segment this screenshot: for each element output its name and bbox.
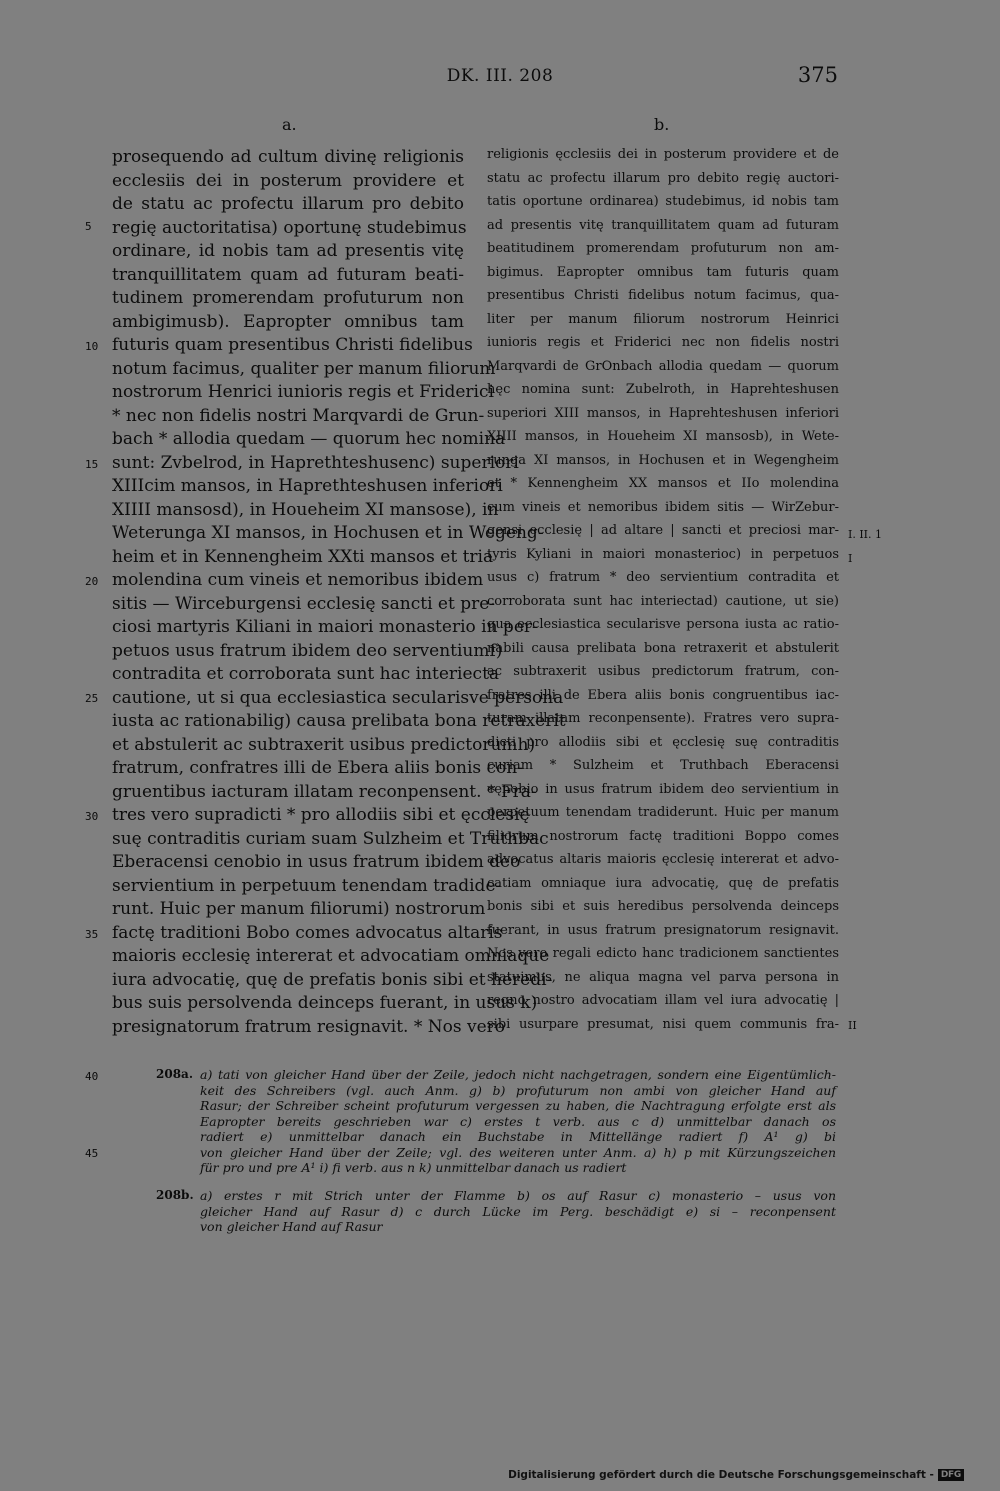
line-number-25: 25 xyxy=(85,692,99,705)
column-a-line: sitis — Wirceburgensi ecclesię sancti et pre- xyxy=(112,593,496,614)
column-b-line: catiam omniaque iura advocatię, quę de prefatis xyxy=(487,875,839,891)
column-b-line: usus c) fratrum * deo servientium contradita et xyxy=(487,570,839,585)
column-b-line: statuimus, ne aliqua magna vel parva persona in xyxy=(487,969,839,985)
column-a-line: petuos usus fratrum ibidem deo serventiumf) xyxy=(112,640,503,661)
margin-note-3: II xyxy=(848,1019,857,1032)
footnote-a-tag: 208a. xyxy=(156,1067,194,1081)
column-b-line: fuerant, in usus fratrum presignatorum resignavit. xyxy=(487,922,839,938)
column-b-line: Marqvardi de GrOnbach allodia quedam — quorum xyxy=(487,358,839,374)
column-a-line: bus suis persolvenda deinceps fuerant, in usus k) xyxy=(112,993,538,1013)
footnote-a-line: von gleicher Hand über der Zeile; vgl. des weiteren unter Anm. a) h) p mit Kürzungszeichen xyxy=(200,1144,836,1160)
column-a-line: tranquillitatem quam ad futuram beati- xyxy=(112,264,464,285)
column-b-line: beatitudinem promerendam profuturum non am- xyxy=(487,241,839,256)
column-a-line: presignatorum fratrum resignavit. * Nos vero xyxy=(112,1016,506,1037)
column-b-line: curiam * Sulzheim et Truthbach Eberacensi xyxy=(487,758,839,773)
column-a-line: de statu ac profectu illarum pro debito xyxy=(112,194,464,214)
column-b-line: superiori XIII mansos, in Haprehteshusen inferiori xyxy=(487,405,839,421)
column-b-line: gensi ecclesię | ad altare | sancti et preciosi mar- xyxy=(487,523,839,538)
column-b-line: presentibus Christi fidelibus notum facimus, qua- xyxy=(487,288,839,303)
column-b-line: bonis sibi et suis heredibus persolvenda deinceps xyxy=(487,899,839,914)
column-a-line: Eberacensi cenobio in usus fratrum ibidem deo xyxy=(112,852,521,872)
column-b-label: b. xyxy=(654,115,670,134)
footnote-a-line: Eapropter bereits geschrieben war c) erstes t verb. aus c d) unmittelbar danach os xyxy=(200,1113,836,1129)
column-a-line: futuris quam presentibus Christi fidelibus xyxy=(112,335,473,355)
column-a-line: iusta ac rationabilig) causa prelibata bona retraxerit xyxy=(112,711,566,731)
column-a-line: contradita et corroborata sunt hac interiecta xyxy=(112,664,500,684)
column-b-line: dicti pro allodiis sibi et ęcclesię suę contraditis xyxy=(487,734,839,750)
page-header-title: DK. III. 208 xyxy=(446,66,554,86)
column-a-line: ordinare, id nobis tam ad presentis vitę xyxy=(112,241,464,261)
column-a-line: * nec non fidelis nostri Marqvardi de Grun- xyxy=(112,405,485,426)
column-a-line: ciosi martyris Kiliani in maiori monasterio in per- xyxy=(112,617,538,637)
column-b-line: religionis ęcclesiis dei in posterum providere et de xyxy=(487,147,839,162)
column-a-line: XIIIcim mansos, in Haprethteshusen inferiori xyxy=(112,476,503,496)
column-a-line: et abstulerit ac subtraxerit usibus predictorumh) xyxy=(112,734,536,755)
footnote-b-tag: 208b. xyxy=(156,1188,194,1202)
footnote-a-line: Rasur; der Schreiber scheint profuturum vergessen zu haben, die Nachtragung erfolgte erst als xyxy=(200,1098,836,1113)
column-b-line: corroborata sunt hac interiectad) cautione, ut sie) xyxy=(487,593,839,609)
column-a-line: iura advocatię, quę de prefatis bonis sibi et heredi- xyxy=(112,969,553,990)
column-b-line: perpetuum tenendam tradiderunt. Huic per manum xyxy=(487,805,839,820)
column-b-line: cum vineis et nemoribus ibidem sitis — WirZebur- xyxy=(487,499,839,515)
column-a-line: nostrorum Henrici iunioris regis et Friderici xyxy=(112,382,494,402)
column-b-line: sibi usurpare presumat, nisi quem communis fra- xyxy=(487,1016,839,1032)
column-a-line: ecclesiis dei in posterum providere et xyxy=(112,170,464,191)
column-b-line: nabili causa prelibata bona retraxerit et abstulerit xyxy=(487,640,839,656)
column-a-line: molendina cum vineis et nemoribus ibidem xyxy=(112,570,484,590)
column-b-line: tatis oportune ordinarea) studebimus, id nobis tam xyxy=(487,194,839,209)
column-b-line: hęc nomina sunt: Zubelroth, in Haprehteshusen xyxy=(487,382,839,397)
column-b-line: filiorum nostrorum factę traditioni Boppo comes xyxy=(487,828,839,844)
column-a-line: gruentibus iacturam illatam reconpensent. * Fra- xyxy=(112,781,537,802)
column-a-line: notum facimus, qualiter per manum filiorum xyxy=(112,358,496,379)
column-b-line: liter per manum filiorum nostrorum Heinrici xyxy=(487,311,839,327)
column-a-line: XIIII mansosd), in Houeheim XI mansose), in xyxy=(112,499,499,520)
column-a-line: maioris ecclesię intererat et advocatiam omniaque xyxy=(112,946,550,966)
page-number: 375 xyxy=(797,63,838,87)
footer-text: Digitalisierung gefördert durch die Deutsche Forschungsgemeinschaft - xyxy=(508,1469,934,1481)
footnote-line-number-40: 40 xyxy=(85,1070,99,1083)
footnote-line-number-45: 45 xyxy=(85,1147,99,1160)
column-b-line: turam illatam reconpensente). Fratres vero supra- xyxy=(487,711,839,726)
footnote-a-line: keit des Schreibers (vgl. auch Anm. g) b) profuturum non ambi von gleicher Hand auf xyxy=(200,1082,836,1098)
column-a-line: fratrum, confratres illi de Ebera aliis bonis con- xyxy=(112,758,523,778)
column-a-line: tres vero supradicti * pro allodiis sibi et ęcclesię xyxy=(112,805,530,825)
footer-credit xyxy=(508,1469,964,1481)
footnote-b-line: gleicher Hand auf Rasur d) c durch Lücke im Perg. beschädigt e) si – reconpensent xyxy=(200,1203,836,1219)
margin-note-2: I xyxy=(848,552,853,565)
line-number-5: 5 xyxy=(85,220,92,233)
column-b-line: cęnobio in usus fratrum ibidem deo servientium in xyxy=(487,781,839,797)
footnote-a-line: für pro und pre A¹ i) fi verb. aus n k) unmittelbar danach us radiert xyxy=(200,1160,627,1175)
column-a-line: factę traditioni Bobo comes advocatus altaris xyxy=(112,922,503,943)
column-b-line: ad presentis vitę tranquillitatem quam ad futuram xyxy=(487,217,839,233)
column-a-line: sunt: Zvbelrod, in Haprethteshusenc) superiori xyxy=(112,452,519,473)
column-a-line: servientium in perpetuum tenendam tradide- xyxy=(112,875,502,896)
column-a-line: regię auctoritatisa) oportunę studebimus xyxy=(112,217,467,238)
column-a-label: a. xyxy=(282,115,297,134)
column-b-line: runga XI mansos, in Hochusen et in Wegengheim xyxy=(487,452,839,468)
column-b-line: Nos vero regali edicto hanc tradicionem sanctientes xyxy=(487,946,839,961)
column-a-line: suę contraditis curiam suam Sulzheim et Truthbac xyxy=(112,828,549,849)
column-b-line: XIIII mansos, in Houeheim XI mansosb), in Wete- xyxy=(487,429,839,444)
column-a-line: Weterunga XI mansos, in Hochusen et in Wegeng- xyxy=(112,523,544,543)
footnote-a-line: radiert e) unmittelbar danach ein Buchstabe in Mittellänge radiert f) A¹ g) bi xyxy=(200,1129,836,1144)
column-b-line: advocatus altaris maioris ęcclesię intererat et advo- xyxy=(487,852,839,867)
column-a-line: heim et in Kennengheim XXti mansos et tria xyxy=(112,546,494,567)
column-b-line: bigimus. Eapropter omnibus tam futuris quam xyxy=(487,264,839,280)
column-a-line: prosequendo ad cultum divinę religionis xyxy=(112,147,464,167)
line-number-30: 30 xyxy=(85,810,99,823)
line-number-35: 35 xyxy=(85,928,99,941)
column-b-line: qua ęcclesiastica secularisve persona iusta ac ratio- xyxy=(487,617,839,632)
dfg-logo: DFG xyxy=(938,1469,964,1481)
column-b-line: iunioris regis et Friderici nec non fidelis nostri xyxy=(487,335,839,350)
column-b-line: tyris Kyliani in maiori monasterioc) in perpetuos xyxy=(487,546,839,562)
column-b-line: regno nostro advocatiam illam vel iura advocatię | xyxy=(487,993,839,1008)
column-b-line: ac subtraxerit usibus predictorum fratrum, con- xyxy=(487,664,839,679)
footnote-a-line: a) tati von gleicher Hand über der Zeile, jedoch nicht nachgetragen, sondern eine Eigentümlich- xyxy=(200,1067,836,1082)
margin-note-1: I. II. 1 xyxy=(848,528,883,541)
column-b-line: et * Kennengheim XX mansos et IIo molendina xyxy=(487,476,839,491)
column-b-line: fratres illi de Ebera aliis bonis congruentibus iac- xyxy=(487,687,839,703)
line-number-15: 15 xyxy=(85,458,99,471)
column-a-line: cautione, ut si qua ecclesiastica secularisve persona xyxy=(112,687,564,708)
line-number-10: 10 xyxy=(85,340,99,353)
column-a-line: bach * allodia quedam — quorum hec nomina xyxy=(112,429,506,449)
column-a-line: runt. Huic per manum filiorumi) nostrorum xyxy=(112,899,486,919)
footnote-b-line: a) erstes r mit Strich unter der Flamme b) os auf Rasur c) monasterio – usus von xyxy=(200,1188,836,1203)
line-number-20: 20 xyxy=(85,575,99,588)
column-a-line: tudinem promerendam profuturum non xyxy=(112,288,464,308)
column-a-line: ambigimusb). Eapropter omnibus tam xyxy=(112,311,464,332)
footnote-b-line: von gleicher Hand auf Rasur xyxy=(200,1219,383,1234)
column-b-line: statu ac profectu illarum pro debito regię auctori- xyxy=(487,170,839,186)
